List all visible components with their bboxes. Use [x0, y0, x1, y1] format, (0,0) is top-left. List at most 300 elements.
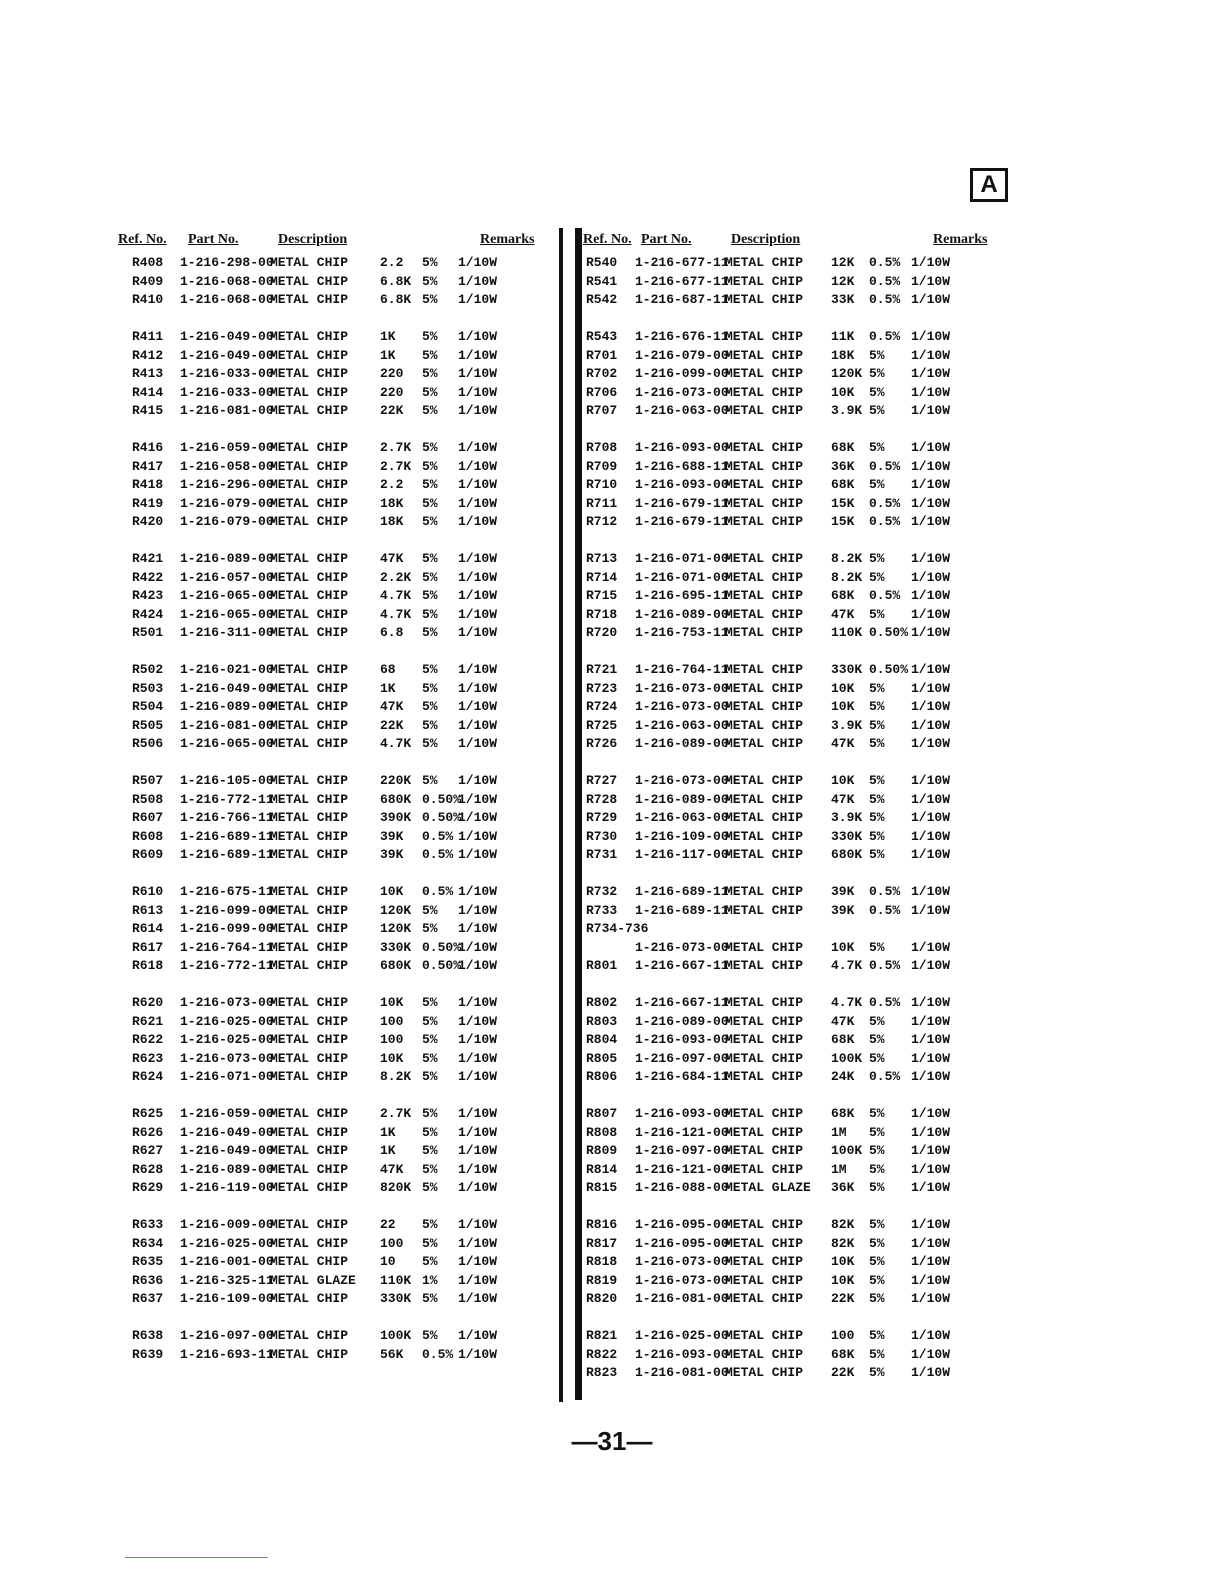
cell-tol: 5% [422, 1143, 438, 1158]
cell-rat: 1/10W [458, 847, 498, 862]
cell-tol: 5% [422, 384, 438, 400]
row-group [118, 328, 543, 421]
cell-desc: METAL CHIP [725, 1254, 804, 1269]
table-row [583, 495, 995, 514]
cell-desc: METAL CHIP [270, 1235, 349, 1251]
cell-tol: 5% [422, 606, 438, 622]
cell-ref: R730 [586, 828, 618, 844]
cell-rat: 1/10W [458, 329, 498, 344]
cell-val: 4.7K [831, 995, 863, 1010]
cell-val: 10 [380, 1254, 396, 1269]
cell-ref: R504 [132, 699, 164, 714]
header-description: Description [278, 232, 348, 247]
table-row [118, 717, 543, 736]
cell-ref: R725 [586, 717, 618, 733]
cell-desc: METAL CHIP [725, 828, 804, 844]
cell-part: 1-216-772-11 [180, 791, 274, 807]
cell-val: 6.8 [380, 625, 404, 640]
cell-desc: METAL CHIP [270, 958, 349, 973]
table-row [118, 476, 543, 495]
table-row [118, 273, 543, 292]
cell-val: 39K [380, 828, 404, 844]
cell-ref: R721 [586, 662, 618, 677]
table-row [118, 1142, 543, 1161]
cell-ref: R629 [132, 1180, 164, 1195]
cell-desc: METAL CHIP [270, 847, 349, 862]
table-row [583, 1142, 995, 1161]
row-group [583, 1105, 995, 1198]
cell-val: 47K [831, 736, 855, 751]
cell-part: 1-216-073-00 [635, 680, 729, 696]
cell-ref: R803 [586, 1013, 618, 1029]
cell-rat: 1/10W [911, 699, 951, 714]
cell-rat: 1/10W [458, 551, 498, 566]
table-row [118, 550, 543, 569]
column-divider-bar [575, 228, 582, 1400]
cell-part: 1-216-089-00 [180, 1161, 274, 1177]
table-row [583, 1161, 995, 1180]
cell-part: 1-216-676-11 [635, 329, 729, 344]
cell-val: 82K [831, 1217, 855, 1232]
cell-val: 4.7K [380, 606, 412, 622]
cell-val: 22 [380, 1217, 396, 1232]
cell-rat: 1/10W [911, 1254, 951, 1269]
cell-val: 1K [380, 1124, 396, 1140]
header-description: Description [731, 232, 801, 247]
cell-val: 2.2 [380, 255, 404, 270]
table-row [118, 1161, 543, 1180]
cell-rat: 1/10W [911, 273, 951, 289]
cell-rat: 1/10W [458, 662, 498, 677]
cell-val: 18K [380, 495, 404, 511]
cell-part: 1-216-093-00 [635, 1346, 729, 1362]
cell-tol: 5% [422, 1106, 438, 1121]
cell-desc: METAL CHIP [270, 1013, 349, 1029]
cell-part: 1-216-049-00 [180, 1124, 274, 1140]
cell-val: 47K [380, 699, 404, 714]
row-group [583, 328, 995, 421]
table-row [583, 994, 995, 1013]
cell-desc: METAL CHIP [725, 569, 804, 585]
cell-rat: 1/10W [458, 995, 498, 1010]
table-row [118, 902, 543, 921]
table-row [583, 550, 995, 569]
header-ref-no: Ref. No. [583, 232, 632, 247]
cell-val: 10K [831, 939, 855, 955]
cell-ref: R818 [586, 1254, 618, 1269]
table-row [118, 828, 543, 847]
cell-ref: R718 [586, 606, 618, 622]
cell-part: 1-216-689-11 [180, 828, 274, 844]
cell-part: 1-216-089-00 [635, 791, 729, 807]
row-group [583, 772, 995, 865]
cell-rat: 1/10W [911, 514, 951, 529]
cell-part: 1-216-099-00 [180, 902, 274, 918]
cell-part: 1-216-298-00 [180, 255, 274, 270]
cell-desc: METAL CHIP [270, 569, 349, 585]
table-row [583, 1272, 995, 1291]
table-body [583, 254, 995, 1383]
cell-desc: METAL CHIP [725, 1346, 804, 1362]
cell-rat: 1/10W [911, 1013, 951, 1029]
cell-desc: METAL CHIP [725, 1050, 804, 1066]
cell-ref: R734-736 [586, 921, 649, 936]
cell-desc: METAL CHIP [725, 773, 804, 788]
cell-val: 10K [831, 773, 855, 788]
table-row [118, 920, 543, 939]
cell-ref: R724 [586, 699, 618, 714]
cell-val: 8.2K [831, 569, 863, 585]
cell-val: 8.2K [380, 1069, 412, 1084]
cell-ref: R639 [132, 1346, 164, 1362]
cell-part: 1-216-695-11 [635, 588, 729, 603]
cell-ref: R417 [132, 458, 164, 474]
cell-part: 1-216-088-00 [635, 1180, 729, 1195]
cell-desc: METAL CHIP [725, 606, 804, 622]
cell-tol: 5% [869, 717, 885, 733]
cell-desc: METAL CHIP [725, 273, 804, 289]
cell-desc: METAL CHIP [725, 458, 804, 474]
cell-ref: R720 [586, 625, 618, 640]
cell-part: 1-216-063-00 [635, 717, 729, 733]
cell-desc: METAL CHIP [270, 255, 349, 270]
cell-tol: 5% [422, 440, 438, 455]
cell-desc: METAL CHIP [725, 1235, 804, 1251]
cell-val: 10K [831, 680, 855, 696]
cell-val: 2.7K [380, 1106, 412, 1121]
cell-rat: 1/10W [911, 588, 951, 603]
cell-rat: 1/10W [911, 939, 951, 955]
table-row [583, 920, 995, 939]
cell-ref: R709 [586, 458, 618, 474]
cell-part: 1-216-688-11 [635, 458, 729, 474]
table-row [583, 939, 995, 958]
cell-part: 1-216-677-11 [635, 273, 729, 289]
cell-rat: 1/10W [911, 1217, 951, 1232]
cell-desc: METAL CHIP [270, 1124, 349, 1140]
cell-tol: 0.5% [422, 828, 454, 844]
cell-rat: 1/10W [911, 662, 951, 677]
cell-tol: 5% [869, 699, 885, 714]
cell-rat: 1/10W [458, 1291, 498, 1306]
cell-rat: 1/10W [458, 1069, 498, 1084]
cell-tol: 0.5% [422, 1346, 454, 1362]
cell-val: 12K [831, 273, 855, 289]
cell-ref: R712 [586, 514, 618, 529]
cell-part: 1-216-049-00 [180, 1143, 274, 1158]
cell-rat: 1/10W [911, 1365, 951, 1380]
cell-ref: R625 [132, 1106, 164, 1121]
cell-desc: METAL CHIP [270, 403, 349, 418]
cell-tol: 5% [422, 255, 438, 270]
cell-desc: METAL CHIP [725, 292, 804, 307]
cell-ref: R802 [586, 995, 618, 1010]
table-row [118, 809, 543, 828]
cell-part: 1-216-073-00 [635, 699, 729, 714]
cell-val: 1K [380, 329, 396, 344]
table-row [118, 291, 543, 310]
table-row [583, 717, 995, 736]
header-part-no: Part No. [188, 232, 239, 247]
cell-desc: METAL CHIP [725, 514, 804, 529]
cell-part: 1-216-065-00 [180, 736, 274, 751]
cell-val: 39K [831, 902, 855, 918]
table-row [583, 772, 995, 791]
cell-rat: 1/10W [911, 440, 951, 455]
cell-ref: R706 [586, 384, 618, 400]
table-row [583, 1216, 995, 1235]
cell-rat: 1/10W [458, 384, 498, 400]
cell-desc: METAL CHIP [725, 939, 804, 955]
table-row [583, 458, 995, 477]
cell-ref: R710 [586, 477, 618, 492]
table-row [583, 402, 995, 421]
cell-tol: 5% [422, 680, 438, 696]
cell-desc: METAL CHIP [270, 717, 349, 733]
cell-ref: R418 [132, 477, 164, 492]
cell-ref: R423 [132, 588, 164, 603]
cell-part: 1-216-093-00 [635, 477, 729, 492]
row-group [583, 661, 995, 754]
cell-val: 3.9K [831, 810, 863, 825]
cell-part: 1-216-073-00 [635, 1272, 729, 1288]
cell-tol: 5% [869, 828, 885, 844]
cell-tol: 5% [869, 366, 885, 381]
cell-part: 1-216-764-11 [180, 939, 274, 955]
cell-val: 10K [831, 384, 855, 400]
table-row [118, 569, 543, 588]
table-row [118, 1105, 543, 1124]
cell-ref: R814 [586, 1161, 618, 1177]
cell-tol: 5% [422, 1069, 438, 1084]
cell-rat: 1/10W [911, 995, 951, 1010]
table-row [583, 476, 995, 495]
cell-tol: 5% [869, 1291, 885, 1306]
cell-ref: R540 [586, 255, 618, 270]
row-group [118, 883, 543, 976]
cell-rat: 1/10W [458, 255, 498, 270]
cell-part: 1-216-058-00 [180, 458, 274, 474]
cell-part: 1-216-033-00 [180, 384, 274, 400]
cell-part: 1-216-079-00 [180, 495, 274, 511]
cell-val: 6.8K [380, 273, 412, 289]
cell-tol: 5% [422, 773, 438, 788]
cell-desc: METAL CHIP [270, 1346, 349, 1362]
cell-val: 1M [831, 1124, 847, 1140]
table-row [583, 1068, 995, 1087]
cell-ref: R621 [132, 1013, 164, 1029]
cell-ref: R628 [132, 1161, 164, 1177]
table-row [118, 439, 543, 458]
cell-rat: 1/10W [458, 588, 498, 603]
cell-ref: R507 [132, 773, 164, 788]
table-row [118, 606, 543, 625]
cell-part: 1-216-109-00 [635, 828, 729, 844]
cell-tol: 5% [869, 1272, 885, 1288]
table-row [583, 606, 995, 625]
footer-rule [125, 1557, 268, 1558]
cell-ref: R714 [586, 569, 618, 585]
cell-rat: 1/10W [911, 773, 951, 788]
cell-tol: 0.5% [869, 255, 901, 270]
cell-tol: 0.5% [869, 884, 901, 899]
cell-rat: 1/10W [458, 884, 498, 899]
cell-tol: 5% [422, 1328, 438, 1343]
table-row [118, 1013, 543, 1032]
cell-part: 1-216-089-00 [180, 699, 274, 714]
table-row [118, 1346, 543, 1365]
cell-part: 1-216-693-11 [180, 1346, 274, 1362]
table-row [118, 846, 543, 865]
cell-rat: 1/10W [458, 1346, 498, 1362]
row-group [583, 1327, 995, 1383]
cell-desc: METAL CHIP [270, 1032, 349, 1047]
cell-part: 1-216-095-00 [635, 1235, 729, 1251]
cell-part: 1-216-764-11 [635, 662, 729, 677]
cell-rat: 1/10W [458, 292, 498, 307]
cell-desc: METAL CHIP [270, 1328, 349, 1343]
cell-val: 330K [831, 828, 863, 844]
cell-desc: METAL CHIP [725, 699, 804, 714]
page-number: —31— [571, 1426, 653, 1456]
cell-val: 68K [831, 1106, 855, 1121]
cell-ref: R708 [586, 440, 618, 455]
cell-ref: R607 [132, 810, 164, 825]
cell-part: 1-216-089-00 [180, 551, 274, 566]
cell-val: 100 [380, 1013, 404, 1029]
cell-val: 120K [380, 921, 412, 936]
cell-ref: R501 [132, 625, 164, 640]
row-group [583, 883, 995, 976]
cell-tol: 5% [422, 662, 438, 677]
cell-tol: 5% [869, 1161, 885, 1177]
cell-part: 1-216-296-00 [180, 477, 274, 492]
header-remarks: Remarks [480, 232, 535, 247]
table-row [118, 495, 543, 514]
cell-desc: METAL CHIP [270, 773, 349, 788]
cell-part: 1-216-081-00 [180, 717, 274, 733]
cell-tol: 0.50% [422, 939, 462, 955]
cell-part: 1-216-097-00 [180, 1328, 274, 1343]
cell-ref: R414 [132, 384, 164, 400]
cell-tol: 5% [869, 477, 885, 492]
cell-val: 68K [831, 440, 855, 455]
cell-ref: R411 [132, 329, 164, 344]
cell-val: 47K [380, 1161, 404, 1177]
cell-tol: 5% [422, 625, 438, 640]
cell-val: 2.2K [380, 569, 412, 585]
cell-tol: 0.5% [869, 514, 901, 529]
cell-ref: R415 [132, 403, 164, 418]
row-group [118, 439, 543, 532]
table-row [583, 1031, 995, 1050]
cell-part: 1-216-753-11 [635, 625, 729, 640]
table-row [583, 328, 995, 347]
cell-rat: 1/10W [911, 791, 951, 807]
cell-tol: 0.5% [869, 958, 901, 973]
table-row [118, 1253, 543, 1272]
table-row [118, 772, 543, 791]
cell-val: 68K [831, 1346, 855, 1362]
cell-part: 1-216-689-11 [635, 884, 729, 899]
cell-part: 1-216-065-00 [180, 606, 274, 622]
cell-val: 3.9K [831, 403, 863, 418]
cell-ref: R726 [586, 736, 618, 751]
cell-rat: 1/10W [911, 606, 951, 622]
cell-rat: 1/10W [911, 384, 951, 400]
cell-rat: 1/10W [458, 1050, 498, 1066]
cell-rat: 1/10W [458, 1161, 498, 1177]
cell-desc: METAL CHIP [270, 810, 349, 825]
row-group [118, 661, 543, 754]
cell-ref: R608 [132, 828, 164, 844]
cell-desc: METAL CHIP [725, 995, 804, 1010]
cell-val: 68K [831, 588, 855, 603]
cell-ref: R633 [132, 1217, 164, 1232]
table-row [583, 680, 995, 699]
cell-tol: 5% [869, 606, 885, 622]
cell-ref: R817 [586, 1235, 618, 1251]
row-group [118, 772, 543, 865]
cell-desc: METAL CHIP [725, 477, 804, 492]
cell-ref: R622 [132, 1032, 164, 1047]
cell-tol: 0.5% [869, 588, 901, 603]
cell-desc: METAL CHIP [725, 810, 804, 825]
table-row [118, 365, 543, 384]
cell-val: 330K [380, 1291, 412, 1306]
table-row [118, 994, 543, 1013]
cell-val: 4.7K [831, 958, 863, 973]
cell-tol: 5% [869, 1254, 885, 1269]
cell-part: 1-216-059-00 [180, 440, 274, 455]
cell-ref: R713 [586, 551, 618, 566]
cell-part: 1-216-068-00 [180, 292, 274, 307]
cell-desc: METAL CHIP [270, 477, 349, 492]
cell-desc: METAL CHIP [725, 958, 804, 973]
cell-desc: METAL CHIP [270, 1161, 349, 1177]
cell-ref: R422 [132, 569, 164, 585]
cell-part: 1-216-109-00 [180, 1291, 274, 1306]
cell-ref: R610 [132, 884, 164, 899]
cell-desc: METAL CHIP [270, 699, 349, 714]
cell-tol: 0.5% [869, 458, 901, 474]
header-remarks: Remarks [933, 232, 988, 247]
cell-rat: 1/10W [458, 1254, 498, 1269]
cell-ref: R543 [586, 329, 618, 344]
cell-part: 1-216-009-00 [180, 1217, 274, 1232]
cell-desc: METAL CHIP [725, 902, 804, 918]
cell-rat: 1/10W [458, 958, 498, 973]
cell-rat: 1/10W [911, 828, 951, 844]
section-badge: A [970, 168, 1008, 202]
cell-rat: 1/10W [911, 292, 951, 307]
cell-rat: 1/10W [911, 810, 951, 825]
table-row [118, 735, 543, 754]
cell-part: 1-216-071-00 [635, 551, 729, 566]
cell-ref: R416 [132, 440, 164, 455]
cell-part: 1-216-049-00 [180, 347, 274, 363]
cell-rat: 1/10W [911, 884, 951, 899]
cell-part: 1-216-099-00 [180, 921, 274, 936]
cell-desc: METAL CHIP [725, 329, 804, 344]
cell-part: 1-216-097-00 [635, 1143, 729, 1158]
cell-rat: 1/10W [458, 939, 498, 955]
cell-ref: R822 [586, 1346, 618, 1362]
table-row [583, 957, 995, 976]
cell-ref: R506 [132, 736, 164, 751]
cell-ref: R807 [586, 1106, 618, 1121]
cell-desc: METAL CHIP [270, 1106, 349, 1121]
